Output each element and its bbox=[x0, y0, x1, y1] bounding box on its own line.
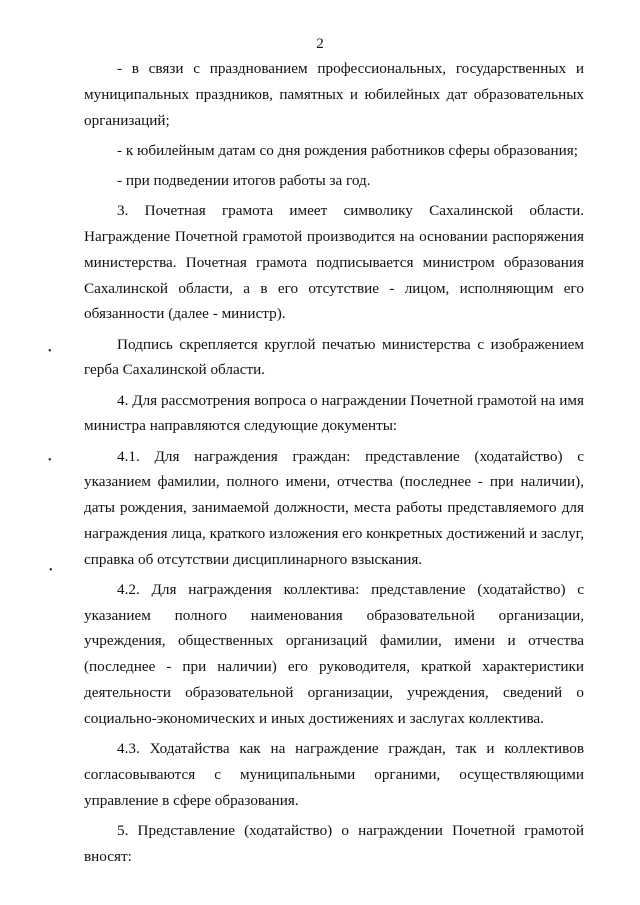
paragraph: 3. Почетная грамота имеет символику Сахалинской области. Награждение Почетной грамотой производится на основании распоряжения министерства. Почетная грамота подписывается министром образования Сахалинской области, а в его отсутствие - лицом, исполняющим его обязанности (далее - министр). bbox=[84, 202, 584, 323]
paragraph: 5. Представление (ходатайство) о награждении Почетной грамотой вносят: bbox=[84, 821, 584, 865]
margin-mark: • bbox=[48, 346, 52, 357]
document-body bbox=[84, 56, 584, 874]
paragraph: 4.2. Для награждения коллектива: представление (ходатайство) с указанием полного наименования образовательной организации, учреждения, общественных организаций фамилии, имени и отчества (последнее - при наличии) его руководителя, краткой характеристики деятельности образовательной организации, учреждения, сведений о социально-экономических и иных достижениях и заслугах коллектива. bbox=[84, 580, 584, 727]
paragraph: 4.3. Ходатайства как на награждение граждан, так и коллективов согласовываются с муниципальными органими, осуществляющими управление в сфере образования. bbox=[84, 740, 584, 809]
paragraph: 4. Для рассмотрения вопроса о награждении Почетной грамотой на имя министра направляются следующие документы: bbox=[84, 391, 584, 435]
paragraph: - при подведении итогов работы за год. bbox=[117, 171, 371, 189]
paragraph: - в связи с празднованием профессиональных, государственных и муниципальных праздников, памятных и юбилейных дат образовательных организаций; bbox=[84, 60, 584, 129]
paragraph: - к юбилейным датам со дня рождения работников сферы образования; bbox=[117, 141, 578, 159]
page-number: 2 bbox=[316, 36, 324, 52]
margin-mark: • bbox=[49, 565, 53, 576]
margin-mark: • bbox=[48, 455, 52, 466]
paragraph: Подпись скрепляется круглой печатью министерства с изображением герба Сахалинской области. bbox=[84, 335, 584, 379]
paragraph: 4.1. Для награждения граждан: представление (ходатайство) с указанием фамилии, полного имени, отчества (последнее - при наличии), даты рождения, занимаемой должности, места работы представляемого для награждения лица, краткого изложения его конкретных достижений и заслуг, справка об отсутствии дисциплинарного взыскания. bbox=[84, 447, 584, 568]
